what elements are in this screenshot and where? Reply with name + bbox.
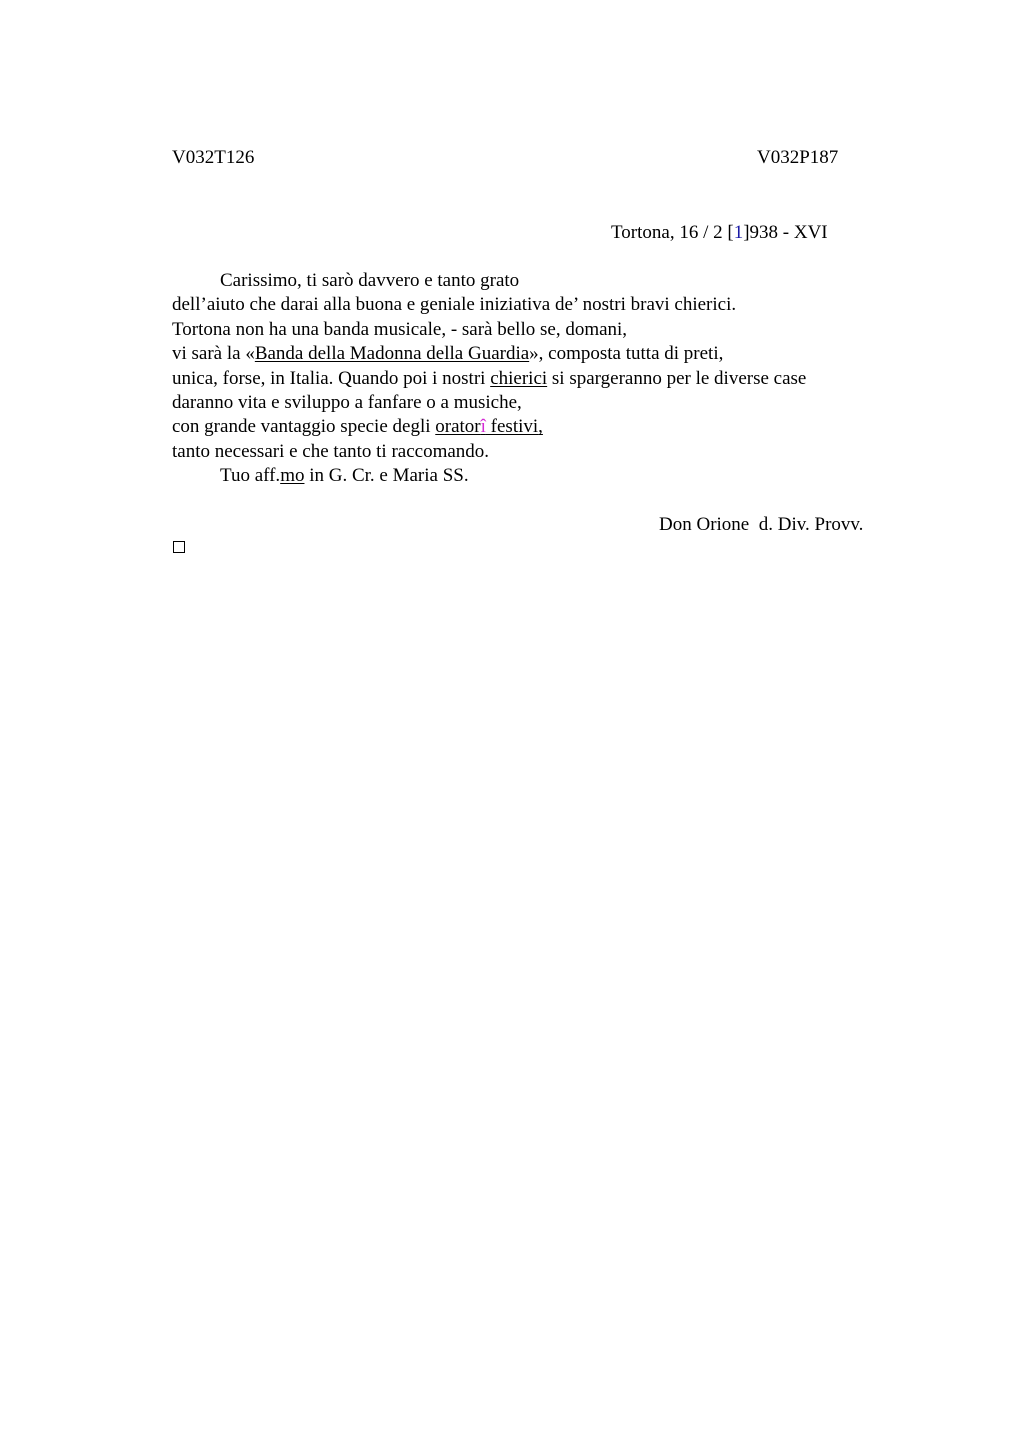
letter-line — [172, 367, 892, 391]
letter-line: Tortona non ha una banda musicale, - sarà bello se, domani, — [172, 318, 628, 340]
letter-body — [172, 269, 892, 489]
empty-square-icon — [173, 541, 185, 553]
letter-line: dell’aiuto che darai alla buona e geniale iniziativa de’ nostri bravi chierici. — [172, 294, 737, 316]
dateline-suffix: ]938 - XVI — [743, 222, 828, 243]
dateline-inserted-digit: 1 — [733, 222, 744, 243]
letter-line: daranno vita e sviluppo a fanfare o a musiche, — [172, 392, 522, 414]
editorial-accent-mark: î — [480, 416, 486, 438]
reference-code-right: V032P187 — [757, 147, 839, 168]
dateline-prefix: Tortona, 16 / 2 [ — [611, 222, 734, 243]
letter-text: , — [538, 416, 543, 438]
underlined-band-name: Banda della Madonna della Guardia — [254, 343, 530, 365]
letter-text: in G. Cr. e Maria SS. — [304, 465, 469, 487]
underlined-abbreviation: mo — [280, 465, 305, 487]
letter-text: unica, forse, in Italia. Quando poi i nostri — [172, 367, 491, 389]
letter-text: si spargeranno per le diverse case — [547, 367, 807, 389]
letter-text: vi sarà la « — [172, 343, 255, 365]
letter-line: Carissimo, ti sarò davvero e tanto grato — [220, 270, 520, 291]
reference-code-left: V032T126 — [172, 147, 255, 168]
letter-line — [172, 342, 892, 366]
letter-text: festivi — [485, 416, 539, 438]
letter-text: Tuo aff. — [220, 465, 281, 487]
letter-line: tanto necessari e che tanto ti raccomando. — [172, 440, 490, 462]
letter-line — [172, 415, 892, 439]
letter-text: orator — [435, 416, 481, 438]
letter-text: con grande vantaggio specie degli — [172, 416, 436, 438]
underlined-oratori-festivi — [435, 416, 543, 437]
closing-line — [172, 464, 892, 488]
dateline — [611, 221, 828, 245]
letter-text: », composta tutta di preti, — [529, 343, 724, 365]
signature: Don Orione d. Div. Provv. — [659, 514, 864, 535]
underlined-word-chierici: chierici — [490, 367, 548, 389]
